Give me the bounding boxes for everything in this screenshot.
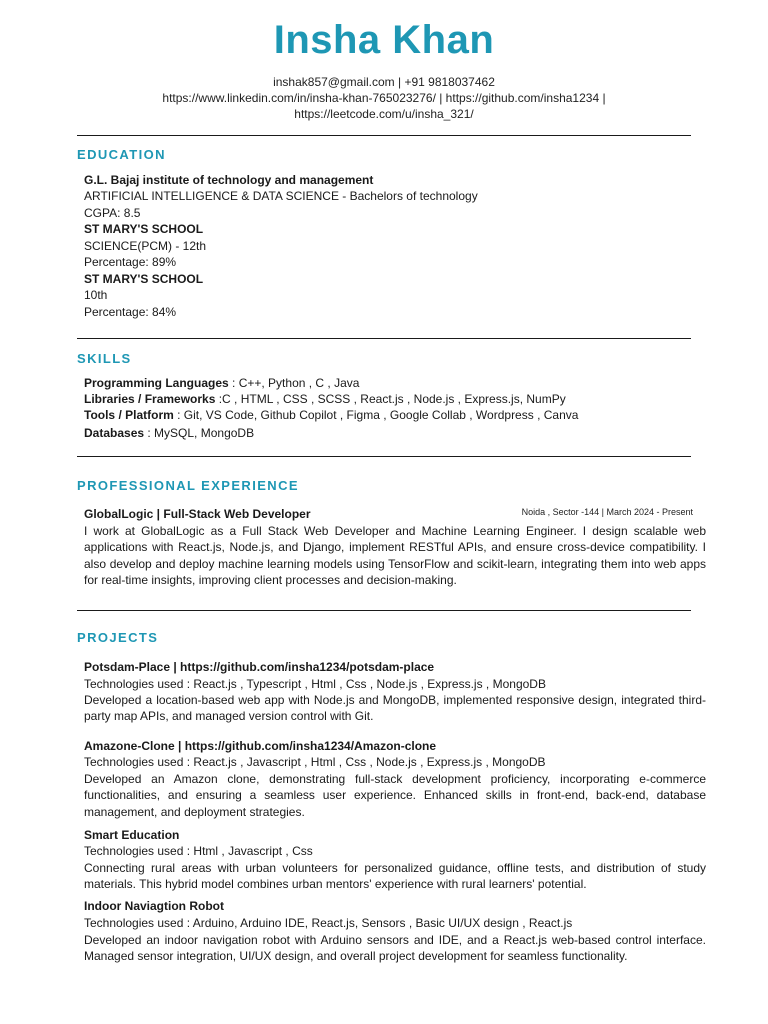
skill-label: Tools / Platform: [84, 408, 174, 422]
education-detail: SCIENCE(PCM) - 12th: [84, 239, 207, 253]
project-description: Connecting rural areas with urban volunteers for personalized guidance, offline tests, and distribution of study materials. This hybrid model combines urban mentors' experience with rural learners' potential.: [84, 861, 706, 892]
skill-value: :C , HTML , CSS , SCSS , React.js , Node.js , Express.js, NumPy: [215, 392, 566, 406]
project-tech: Technologies used : Arduino, Arduino IDE, React.js, Sensors , Basic UI/UX design , React.js: [84, 916, 573, 930]
education-detail: ARTIFICIAL INTELLIGENCE & DATA SCIENCE - Bachelors of technology: [84, 189, 478, 203]
education-school: G.L. Bajaj institute of technology and management: [84, 173, 374, 187]
project-description: Developed an indoor navigation robot with Arduino sensors and IDE, and a React.js web-based control interface. Managed sensor integration, UI/UX design, and overall project development for seamless functionality.: [84, 933, 706, 964]
section-title-projects: PROJECTS: [77, 630, 159, 645]
section-title-education: EDUCATION: [77, 147, 166, 162]
skill-value: : C++, Python , C , Java: [228, 376, 360, 390]
project-title: Amazone-Clone | https://github.com/insha1234/Amazon-clone: [84, 739, 437, 753]
experience-location-date: Noida , Sector -144 | March 2024 - Present: [521, 507, 693, 517]
education-school: ST MARY'S SCHOOL: [84, 272, 204, 286]
education-score: CGPA: 8.5: [84, 206, 141, 220]
education-score: Percentage: 89%: [84, 255, 177, 269]
project-description: Developed an Amazon clone, demonstrating full-stack development proficiency, incorporating e-commerce functionalities, and ensuring a seamless user experience. Enhanced skills in front-end, back-end, database management, and deployment strategies.: [84, 772, 706, 819]
project-title: Potsdam-Place | https://github.com/insha1234/potsdam-place: [84, 660, 435, 674]
skill-value: : MySQL, MongoDB: [144, 426, 255, 440]
skill-row: [84, 407, 706, 423]
candidate-name: Insha Khan: [273, 18, 495, 62]
contact-links: https://www.linkedin.com/in/insha-khan-765023276/ | https://github.com/insha1234 |: [162, 91, 606, 105]
divider: [77, 610, 691, 611]
project-title: Smart Education: [84, 828, 180, 842]
divider: [77, 135, 691, 136]
contact-leetcode: https://leetcode.com/u/insha_321/: [294, 107, 474, 121]
skill-row: [84, 375, 706, 391]
divider: [77, 338, 691, 339]
experience-role: GlobalLogic | Full-Stack Web Developer: [84, 507, 311, 521]
project-tech: Technologies used : Html , Javascript , Css: [84, 844, 313, 858]
divider: [77, 456, 691, 457]
skill-label: Programming Languages: [84, 376, 229, 390]
project-tech: Technologies used : React.js , Typescript , Html , Css , Node.js , Express.js , MongoDB: [84, 677, 546, 691]
section-title-experience: PROFESSIONAL EXPERIENCE: [77, 478, 299, 493]
skill-label: Databases: [84, 426, 145, 440]
experience-description: I work at GlobalLogic as a Full Stack Web Developer and Machine Learning Engineer. I design scalable web applications with React.js, Node.js, and Django, implement RESTful APIs, and ensure cross-device compatibility. I also develop and deploy machine learning models using TensorFlow and scikit-learn, integrating them into web apps for real-time insights, improving client processes and decision-making.: [84, 524, 706, 588]
skill-row: [84, 391, 706, 407]
skill-label: Libraries / Frameworks: [84, 392, 216, 406]
project-description: Developed a location-based web app with Node.js and MongoDB, implemented responsive design, integrated third-party map APIs, and managed version control with Git.: [84, 693, 706, 724]
education-school: ST MARY'S SCHOOL: [84, 222, 204, 236]
project-title: Indoor Naviagtion Robot: [84, 899, 224, 913]
education-score: Percentage: 84%: [84, 305, 177, 319]
section-title-skills: SKILLS: [77, 351, 132, 366]
skill-row: [84, 425, 706, 441]
skill-value: : Git, VS Code, Github Copilot , Figma , Google Collab , Wordpress , Canva: [173, 408, 579, 422]
project-tech: Technologies used : React.js , Javascript , Html , Css , Node.js , Express.js , MongoDB: [84, 755, 546, 769]
contact-email-phone: inshak857@gmail.com | +91 9818037462: [273, 75, 495, 89]
education-detail: 10th: [84, 288, 108, 302]
